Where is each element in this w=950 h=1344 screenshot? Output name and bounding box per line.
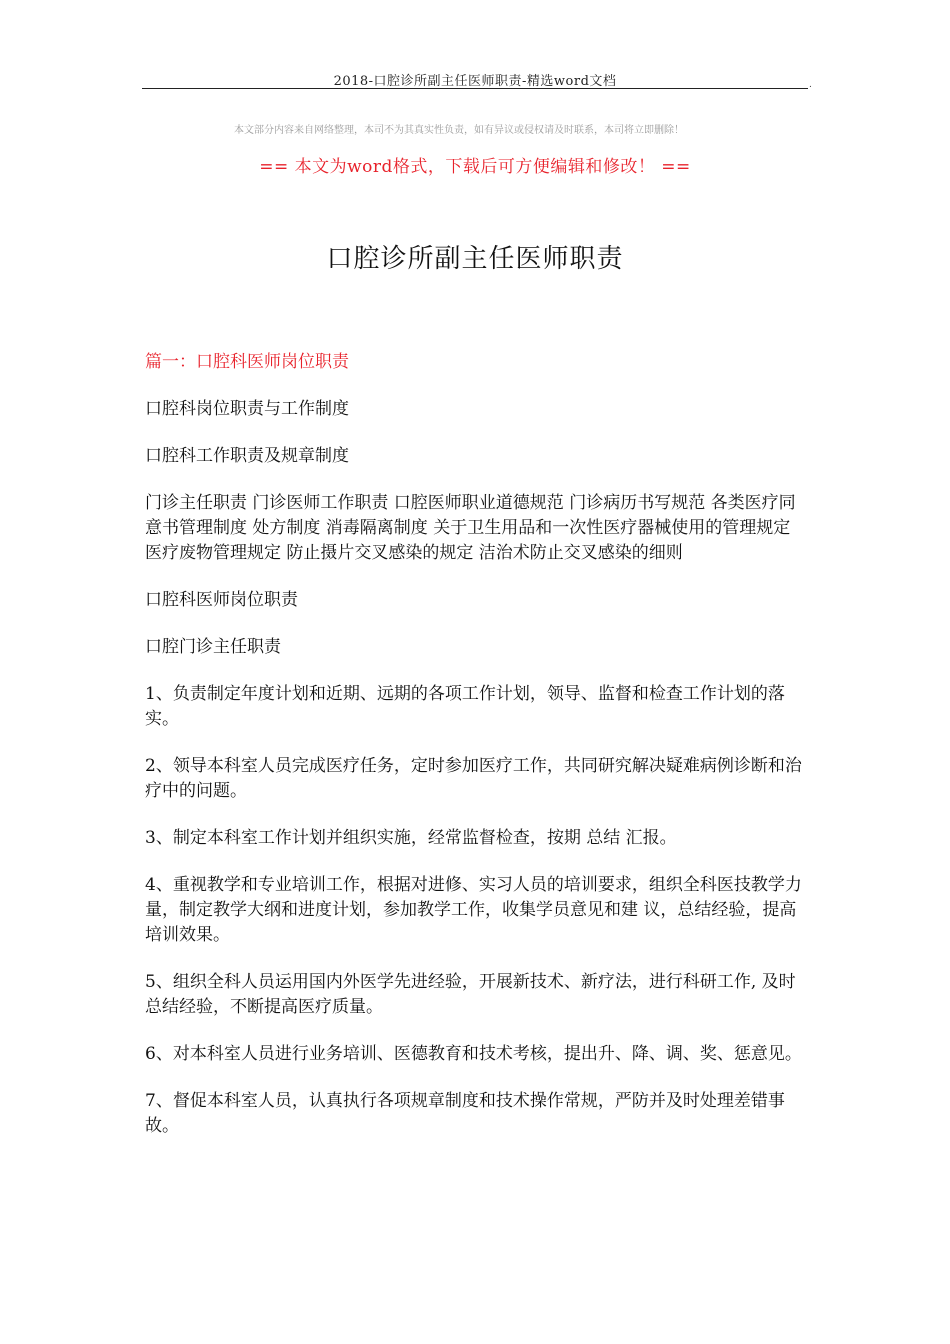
paragraph: 口腔科工作职责及规章制度 [145,446,349,466]
header-divider [142,88,808,89]
paragraph: 7、督促本科室人员，认真执行各项规章制度和技术操作常规，严防并及时处理差错事故。 [145,1091,785,1136]
document-body [145,350,810,1161]
paragraph: 5、组织全科人员运用国内外医学先进经验，开展新技术、新疗法，进行科研工作, 及时总结经验，不断提高医疗质量。 [145,972,796,1017]
paragraph: 6、对本科室人员进行业务培训、医德教育和技术考核，提出升、降、调、奖、惩意见。 [145,1044,802,1064]
section-heading: 篇一：口腔科医师岗位职责 [145,352,349,372]
paragraph: 1、负责制定年度计划和近期、远期的各项工作计划，领导、监督和检查工作计划的落实。 [145,684,785,729]
paragraph: 门诊主任职责 门诊医师工作职责 口腔医师职业道德规范 门诊病历书写规范 各类医疗同意书管理制度 处方制度 消毒隔离制度 关于卫生用品和一次性医疗器械使用的管理规定 医疗废物管理规定 防止摄片交叉感染的规定 洁治术防止交叉感染的细则 [145,493,796,563]
paragraph: 口腔科岗位职责与工作制度 [145,399,349,419]
header-mark: . [809,80,812,90]
paragraph: 2、领导本科室人员完成医疗任务，定时参加医疗工作，共同研究解决疑难病例诊断和治疗中的问题。 [145,756,802,801]
paragraph: 3、制定本科室工作计划并组织实施，经常监督检查，按期 总结 汇报。 [145,828,677,848]
document-title: 口腔诊所副主任医师职责 [326,244,624,274]
running-header: 2018-口腔诊所副主任医师职责-精选word文档 [333,74,617,89]
format-notice: == 本文为word格式，下载后可方便编辑和修改！ == [259,157,691,177]
paragraph: 口腔门诊主任职责 [145,637,281,657]
paragraph: 4、重视教学和专业培训工作，根据对进修、实习人员的培训要求，组织全科医技教学力量，制定教学大纲和进度计划，参加教学工作，收集学员意见和建 议，总结经验，提高培训效果。 [145,875,802,945]
paragraph: 口腔科医师岗位职责 [145,590,298,610]
disclaimer-text: 本文部分内容来自网络整理，本司不为其真实性负责，如有异议或侵权请及时联系，本司将立即删除！ [234,125,684,136]
